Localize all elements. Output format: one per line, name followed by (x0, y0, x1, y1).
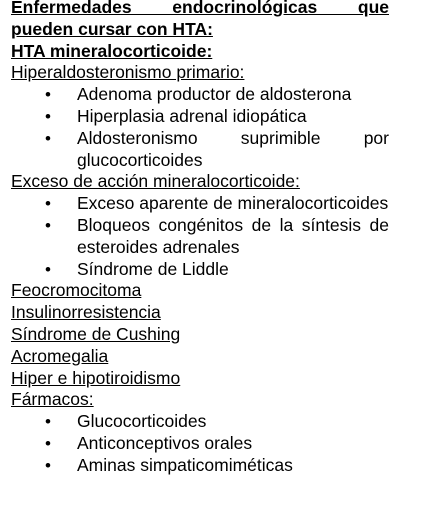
section-heading-exceso-mineralocorticoide: Exceso de acción mineralocorticoide: (11, 171, 300, 192)
list-item: • Adenoma productor de aldosterona (45, 84, 352, 105)
list-item: • Síndrome de Liddle (45, 258, 229, 279)
title-line-1: Enfermedades endocrinológicas que (11, 0, 389, 17)
list-item: • Exceso aparente de mineralocorticoides (45, 193, 389, 214)
condition-acromegalia: Acromegalia (11, 345, 109, 366)
bullet-icon: • (45, 85, 51, 105)
bullet-icon: • (45, 412, 51, 432)
condition-tiroides: Hiper e hipotiroidismo (11, 367, 181, 388)
condition-feocromocitoma: Feocromocitoma (11, 280, 142, 301)
section-heading-hiperaldosteronismo: Hiperaldosteronismo primario: (11, 62, 245, 83)
condition-cushing: Síndrome de Cushing (11, 323, 181, 344)
section-heading-farmacos: Fármacos: (11, 389, 94, 410)
list-item: • Hiperplasia adrenal idiopática (45, 105, 307, 126)
subtitle: HTA mineralocorticoide: (11, 40, 213, 61)
list-item: • Anticonceptivos orales (45, 432, 253, 453)
bullet-icon: • (45, 194, 51, 214)
bullet-icon: • (45, 455, 51, 475)
bullet-icon: • (45, 106, 51, 126)
bullet-icon: • (45, 259, 51, 279)
list-item: • Glucocorticoides (45, 411, 207, 432)
title-line-2: pueden cursar con HTA: (11, 18, 213, 39)
list-farmacos (11, 411, 389, 476)
list-exceso-mineralocorticoide (11, 193, 389, 280)
condition-insulinorresistencia: Insulinorresistencia (11, 302, 161, 323)
document-title (11, 0, 389, 41)
list-item: • Aldosteronismo suprimible por glucocorticoides (45, 127, 389, 170)
bullet-icon: • (45, 433, 51, 453)
list-item: • Aminas simpaticomiméticas (45, 454, 293, 475)
bullet-icon: • (45, 128, 51, 148)
list-hiperaldosteronismo (11, 84, 389, 171)
list-item: • Bloqueos congénitos de la síntesis de esteroides adrenales (45, 214, 389, 257)
bullet-icon: • (45, 215, 51, 235)
document-body (11, 0, 389, 477)
